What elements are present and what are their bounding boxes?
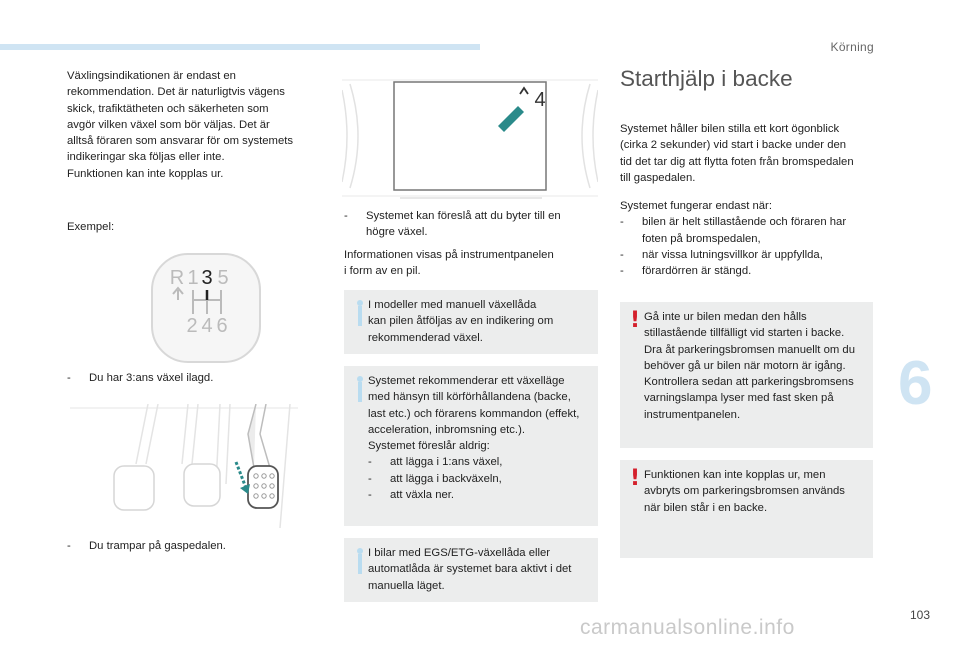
gear-label-2: 2 bbox=[186, 315, 198, 337]
section-title: Körning bbox=[830, 40, 874, 54]
bullet-gas-pedal: - Du trampar på gaspedalen. bbox=[67, 540, 226, 552]
chapter-number: 6 bbox=[898, 349, 933, 418]
gear-label-3: 3 bbox=[201, 267, 213, 289]
bullet-higher-gear: - Systemet kan föreslå att du byter till en högre växel. bbox=[344, 210, 561, 239]
hill-start-conditions: Systemet fungerar endast när: - bilen är helt stillastående och föraren har foten på bromspedalen, - när vissa lutningsvillkor är uppfyllda, - förardörren är stängd. bbox=[620, 200, 847, 278]
gear-label-4: 4 bbox=[201, 315, 213, 337]
info-icon bbox=[358, 382, 362, 402]
note-manual-gearbox: I modeller med manuell växellåda kan pilen åtföljas av en indikering om rekommenderad växel. bbox=[344, 290, 598, 354]
note-system-recommend: Systemet rekommenderar ett växelläge med hänsyn till körförhållandena (backe, last etc.) och förarens kommandon (effekt, acceleration, inbromsning etc.). Systemet föreslår aldrig: - att lägga i 1:ans växel, - att lägga i backväxeln, - att växla ner. bbox=[344, 366, 598, 526]
warning-icon: ! bbox=[630, 308, 641, 333]
info-text: Informationen visas på instrumentpanelen i form av en pil. bbox=[344, 249, 554, 278]
gear-label-5: 5 bbox=[217, 267, 229, 289]
gear-label-6: 6 bbox=[216, 315, 228, 337]
info-icon bbox=[358, 306, 362, 326]
info-icon bbox=[358, 554, 362, 574]
bullet-gear-3: - Du har 3:ans växel ilagd. bbox=[67, 372, 214, 384]
warning-cannot-disable: ! Funktionen kan inte kopplas ur, men avbryts om parkeringsbromsen används när bilen står i en backe. bbox=[620, 460, 873, 558]
warning-icon: ! bbox=[630, 466, 641, 491]
example-label: Exempel: bbox=[67, 221, 115, 233]
header-accent-bar bbox=[0, 44, 480, 50]
page-number: 103 bbox=[909, 608, 930, 622]
watermark: carmanualsonline.info bbox=[580, 616, 795, 639]
warning-leave-car: ! Gå inte ur bilen medan den hålls stillastående tillfälligt vid starten i backe. Dra åt parkeringsbromsen manuellt om du behöver gå ur bilen när motorn är igång. Kontrollera sedan att parkeringsbromsens varningslampa lyser med fast sken på instrumentpanelen. bbox=[620, 302, 873, 448]
gear-label-1: 1 bbox=[187, 267, 199, 289]
intro-text: Växlingsindikationen är endast en rekommendation. Det är naturligtvis vägens skick, trafiktätheten och säkerheten som avgör vilken växel som bör väljas. Det är alltså föraren som ansvarar för om systemets indikeringar ska följas eller inte. Funktionen kan inte kopplas ur. bbox=[67, 70, 294, 180]
display-gear-number: 4 bbox=[534, 89, 546, 111]
note-automatic-gearbox: I bilar med EGS/ETG-växellåda eller automatlåda är systemet bara aktivt i det manuella läget. bbox=[344, 538, 598, 602]
hill-start-description: Systemet håller bilen stilla ett kort ögonblick (cirka 2 sekunder) vid start i backe under den tid det tar dig att flytta foten från bromspedalen till gaspedalen. bbox=[620, 123, 854, 184]
gear-knob-figure bbox=[150, 252, 262, 364]
gear-label-r: R bbox=[169, 267, 185, 289]
section-heading: Starthjälp i backe bbox=[620, 66, 793, 91]
instrument-display-figure bbox=[342, 70, 598, 202]
pedals-figure bbox=[70, 404, 298, 528]
